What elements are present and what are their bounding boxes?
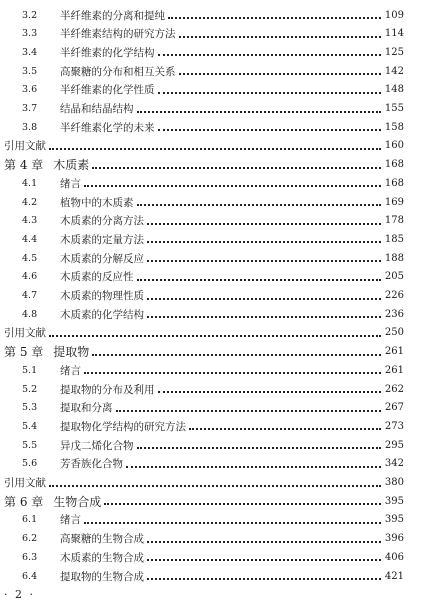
page-footer — [0, 588, 428, 604]
section-number: 6.2 — [22, 533, 38, 545]
page-number-ref: 273 — [384, 420, 404, 432]
dot-leader — [179, 73, 381, 75]
section-title: 木质素的分解反应 — [60, 252, 144, 265]
dot-leader — [49, 335, 381, 337]
section-number: 4.4 — [22, 233, 38, 245]
dot-leader — [137, 204, 381, 206]
chapter-title — [4, 156, 89, 173]
toc-section-row — [0, 118, 428, 136]
page-number-ref: 185 — [384, 233, 404, 245]
dot-leader — [116, 410, 381, 412]
toc-section-row — [0, 268, 428, 286]
toc-references-row — [0, 324, 428, 342]
page-number-ref: 168 — [384, 177, 404, 189]
page-number: · 2 · — [4, 588, 35, 601]
toc-section-row — [0, 43, 428, 61]
section-title: 引用文献 — [4, 327, 46, 340]
toc-section-row — [0, 100, 428, 118]
dot-leader — [92, 167, 381, 169]
page-number-ref: 169 — [384, 196, 404, 208]
dot-leader — [147, 260, 381, 262]
chapter-name: 生物合成 — [53, 494, 102, 509]
toc-section-row — [0, 361, 428, 379]
section-title: 木质素的生物合成 — [60, 551, 144, 564]
toc-references-row — [0, 474, 428, 492]
section-title: 绪言 — [60, 364, 81, 377]
chapter-name: 提取物 — [53, 345, 90, 360]
section-title: 芳香族化合物 — [60, 458, 123, 471]
page-number-ref: 406 — [384, 551, 404, 563]
page-number-ref: 188 — [384, 252, 404, 264]
section-number: 6.4 — [22, 570, 38, 582]
section-title: 半纤维素的分离和提纯 — [60, 9, 165, 22]
page-number-ref: 148 — [384, 84, 404, 96]
page-number-ref: 267 — [384, 402, 404, 414]
chapter-name: 木质素 — [53, 158, 90, 173]
toc-section-row — [0, 193, 428, 211]
section-title: 异戊二烯化合物 — [60, 439, 134, 452]
section-number: 6.1 — [22, 514, 38, 526]
toc-section-row — [0, 287, 428, 305]
toc-chapter-row — [0, 156, 428, 174]
section-title: 结晶和结晶结构 — [60, 103, 134, 115]
chapter-title — [4, 493, 101, 510]
section-title: 绪言 — [60, 177, 81, 190]
dot-leader — [158, 92, 381, 94]
section-number: 5.6 — [22, 458, 38, 470]
section-number: 4.3 — [22, 215, 38, 227]
dot-leader — [179, 36, 381, 38]
section-number: 5.5 — [22, 439, 38, 451]
dot-leader — [92, 354, 381, 356]
toc-chapter-row — [0, 343, 428, 361]
section-title: 植物中的木质素 — [60, 196, 134, 209]
section-number: 3.5 — [22, 65, 38, 77]
dot-leader — [168, 17, 381, 19]
page-number-ref: 142 — [384, 65, 404, 77]
dot-leader — [104, 503, 381, 505]
dot-leader — [147, 241, 381, 243]
page-number-ref: 114 — [384, 28, 404, 40]
dot-leader — [158, 129, 381, 131]
toc-section-row — [0, 305, 428, 323]
page-number-ref: 342 — [384, 458, 404, 470]
section-number: 4.7 — [22, 290, 38, 301]
page-number-ref: 295 — [384, 439, 404, 451]
page-number-ref: 395 — [384, 495, 404, 507]
dot-leader — [84, 372, 381, 374]
section-title: 提取物的分布及利用 — [60, 383, 155, 396]
page-number-ref: 125 — [384, 46, 404, 58]
section-title: 高聚糖的分布和相互关系 — [60, 65, 176, 78]
page-number-ref: 421 — [384, 570, 404, 582]
section-title: 提取和分离 — [60, 402, 113, 415]
toc-references-row — [0, 137, 428, 155]
section-title: 木质素的定量方法 — [60, 233, 144, 246]
toc-section-row — [0, 25, 428, 43]
section-title: 木质素的化学结构 — [60, 308, 144, 321]
toc-section-row — [0, 530, 428, 548]
toc-section-row — [0, 212, 428, 230]
section-number: 5.2 — [22, 383, 38, 395]
section-number: 4.2 — [22, 196, 38, 208]
section-title: 木质素的物理性质 — [60, 290, 144, 302]
toc-section-row — [0, 380, 428, 398]
section-number: 5.1 — [22, 364, 38, 376]
section-title: 木质素的分离方法 — [60, 215, 144, 228]
page-number-ref: 158 — [384, 121, 404, 133]
section-title: 半纤维素的化学性质 — [60, 84, 155, 97]
toc-section-row — [0, 230, 428, 248]
section-number: 5.3 — [22, 402, 38, 414]
page-number-ref: 250 — [384, 327, 404, 339]
page-number-ref: 261 — [384, 364, 404, 376]
section-title: 木质素的反应性 — [60, 271, 134, 284]
section-title: 提取物化学结构的研究方法 — [60, 420, 186, 433]
dot-leader — [147, 223, 381, 225]
toc-section-row — [0, 399, 428, 417]
toc-section-row — [0, 62, 428, 80]
dot-leader — [84, 522, 381, 524]
section-title: 高聚糖的生物合成 — [60, 533, 144, 546]
dot-leader — [137, 279, 381, 281]
page-number-ref: 155 — [384, 103, 404, 114]
section-number: 6.3 — [22, 551, 38, 563]
section-number: 3.2 — [22, 9, 38, 21]
dot-leader — [158, 54, 381, 56]
section-number: 3.3 — [22, 28, 38, 40]
section-title: 半纤维素结构的研究方法 — [60, 28, 176, 41]
section-number: 3.7 — [22, 103, 38, 114]
section-number: 4.6 — [22, 271, 38, 283]
page-number-ref: 226 — [384, 290, 404, 301]
page-number-ref: 396 — [384, 533, 404, 545]
section-number: 4.1 — [22, 177, 38, 189]
dot-leader — [147, 541, 381, 543]
page-number-ref: 178 — [384, 215, 404, 227]
toc-section-row — [0, 6, 428, 24]
page-number-ref: 395 — [384, 514, 404, 526]
section-number: 4.5 — [22, 252, 38, 264]
toc-section-row — [0, 174, 428, 192]
page-number-ref: 160 — [384, 140, 404, 152]
toc-section-row — [0, 249, 428, 267]
section-title: 半纤维素化学的未来 — [60, 121, 155, 134]
toc-section-row — [0, 455, 428, 473]
section-title: 引用文献 — [4, 477, 46, 489]
dot-leader — [126, 466, 381, 468]
section-title: 提取物的生物合成 — [60, 570, 144, 583]
section-title: 引用文献 — [4, 140, 46, 153]
dot-leader — [49, 148, 381, 150]
dot-leader — [147, 559, 381, 561]
toc-chapter-row — [0, 492, 428, 510]
chapter-label: 第 5 章 — [4, 345, 44, 360]
page-number-ref: 205 — [384, 271, 404, 283]
section-number: 5.4 — [22, 420, 38, 432]
toc-section-row — [0, 567, 428, 585]
page-number-ref: 261 — [384, 346, 404, 358]
dot-leader — [147, 298, 381, 300]
toc-section-row — [0, 548, 428, 566]
page-number-ref: 168 — [384, 159, 404, 171]
toc-section-row — [0, 81, 428, 99]
dot-leader — [147, 578, 381, 580]
chapter-label: 第 6 章 — [4, 494, 44, 509]
toc-section-row — [0, 511, 428, 529]
chapter-title — [4, 343, 89, 360]
section-number: 3.8 — [22, 121, 38, 133]
toc-section-row — [0, 417, 428, 435]
dot-leader — [137, 447, 381, 449]
page-number-ref: 262 — [384, 383, 404, 395]
section-number: 3.4 — [22, 46, 38, 58]
section-number: 3.6 — [22, 84, 38, 96]
section-title: 绪言 — [60, 514, 81, 527]
dot-leader — [49, 485, 381, 487]
section-title: 半纤维素的化学结构 — [60, 46, 155, 59]
dot-leader — [147, 316, 381, 318]
page-number-ref: 109 — [384, 9, 404, 21]
chapter-label: 第 4 章 — [4, 158, 44, 173]
dot-leader — [84, 185, 381, 187]
dot-leader — [158, 391, 381, 393]
page-number-ref: 236 — [384, 308, 404, 320]
page-number-ref: 380 — [384, 477, 404, 488]
section-number: 4.8 — [22, 308, 38, 320]
toc-section-row — [0, 436, 428, 454]
dot-leader — [137, 111, 381, 113]
dot-leader — [189, 428, 381, 430]
